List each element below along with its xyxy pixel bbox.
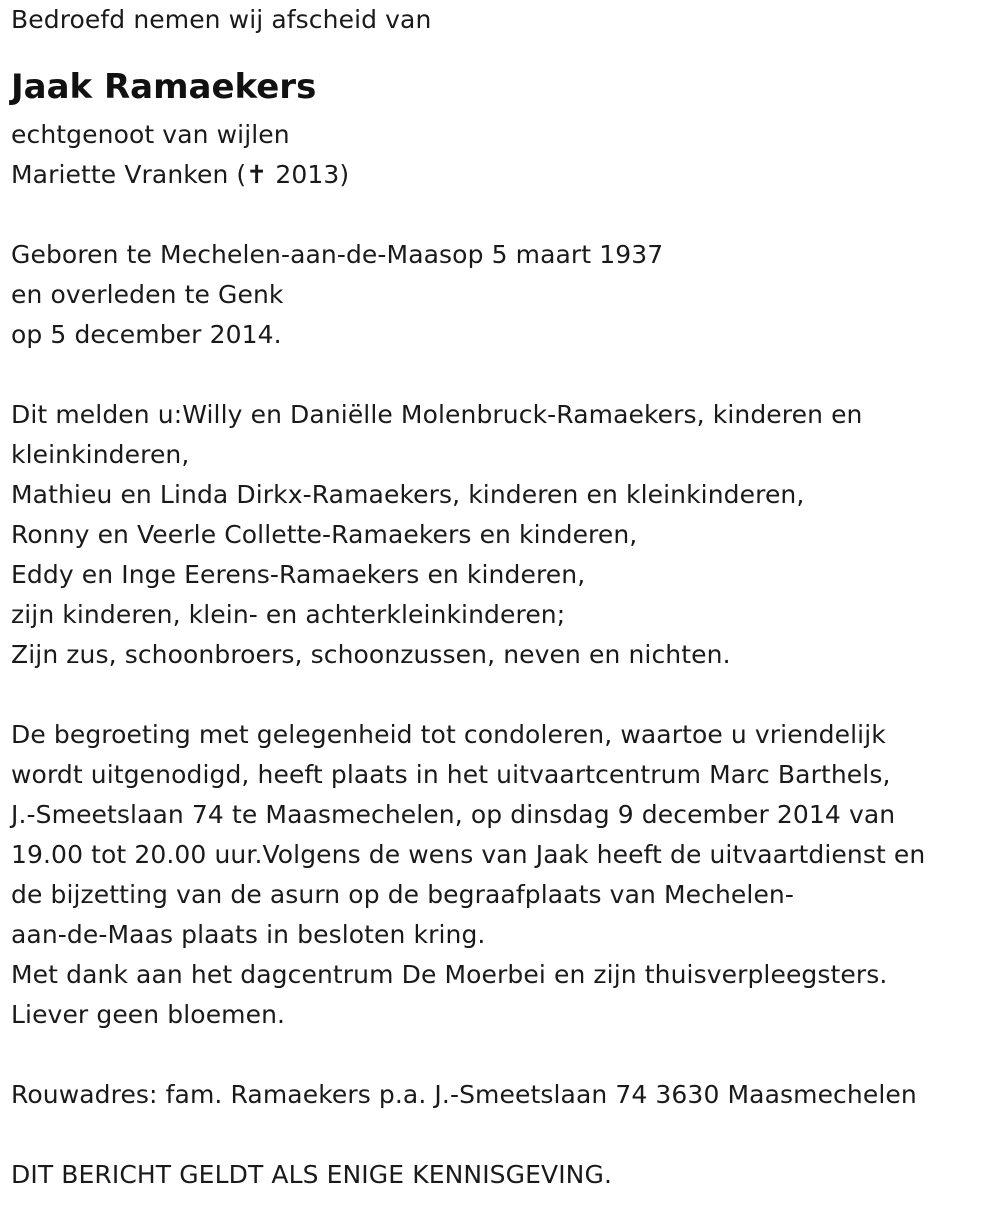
deceased-name: Jaak Ramaekers: [11, 67, 317, 107]
spouse-line: Mariette Vranken (✝ 2013): [11, 160, 350, 189]
family-line: Ronny en Veerle Collette-Ramaekers en kinderen,: [11, 520, 638, 549]
ceremony-line: De begroeting met gelegenheid tot condoleren, waartoe u vriendelijk: [11, 720, 886, 749]
ceremony-line: J.-Smeetslaan 74 te Maasmechelen, op dinsdag 9 december 2014 van: [11, 800, 896, 829]
spacer: [11, 675, 991, 715]
life-line: en overleden te Genk: [11, 280, 284, 309]
family-line: Eddy en Inge Eerens-Ramaekers en kinderen,: [11, 560, 586, 589]
family-line: Mathieu en Linda Dirkx-Ramaekers, kinderen en kleinkinderen,: [11, 480, 805, 509]
obituary-notice: [11, 0, 991, 1195]
spacer: [11, 355, 991, 395]
ceremony-line: aan-de-Maas plaats in besloten kring.: [11, 920, 486, 949]
family-line: Dit melden u:Willy en Daniëlle Molenbruck-Ramaekers, kinderen en: [11, 400, 863, 429]
spacer: [11, 40, 991, 60]
spacer: [11, 195, 991, 235]
life-line: Geboren te Mechelen-aan-de-Maasop 5 maart 1937: [11, 240, 664, 269]
family-line: kleinkinderen,: [11, 440, 190, 469]
notice-text: DIT BERICHT GELDT ALS ENIGE KENNISGEVING.: [11, 1160, 612, 1189]
ceremony-line: wordt uitgenodigd, heeft plaats in het uitvaartcentrum Marc Barthels,: [11, 760, 891, 789]
ceremony-line: Met dank aan het dagcentrum De Moerbei en zijn thuisverpleegsters.: [11, 960, 888, 989]
family-line: zijn kinderen, klein- en achterkleinkinderen;: [11, 600, 566, 629]
life-line: op 5 december 2014.: [11, 320, 282, 349]
spouse-line: echtgenoot van wijlen: [11, 120, 290, 149]
family-line: Zijn zus, schoonbroers, schoonzussen, neven en nichten.: [11, 640, 731, 669]
spacer: [11, 1035, 991, 1075]
ceremony-line: de bijzetting van de asurn op de begraafplaats van Mechelen-: [11, 880, 794, 909]
spacer: [11, 1115, 991, 1155]
ceremony-line: 19.00 tot 20.00 uur.Volgens de wens van Jaak heeft de uitvaartdienst en: [11, 840, 926, 869]
ceremony-line: Liever geen bloemen.: [11, 1000, 286, 1029]
mourning-address: Rouwadres: fam. Ramaekers p.a. J.-Smeetslaan 74 3630 Maasmechelen: [11, 1080, 917, 1109]
intro-text: Bedroefd nemen wij afscheid van: [11, 5, 432, 34]
